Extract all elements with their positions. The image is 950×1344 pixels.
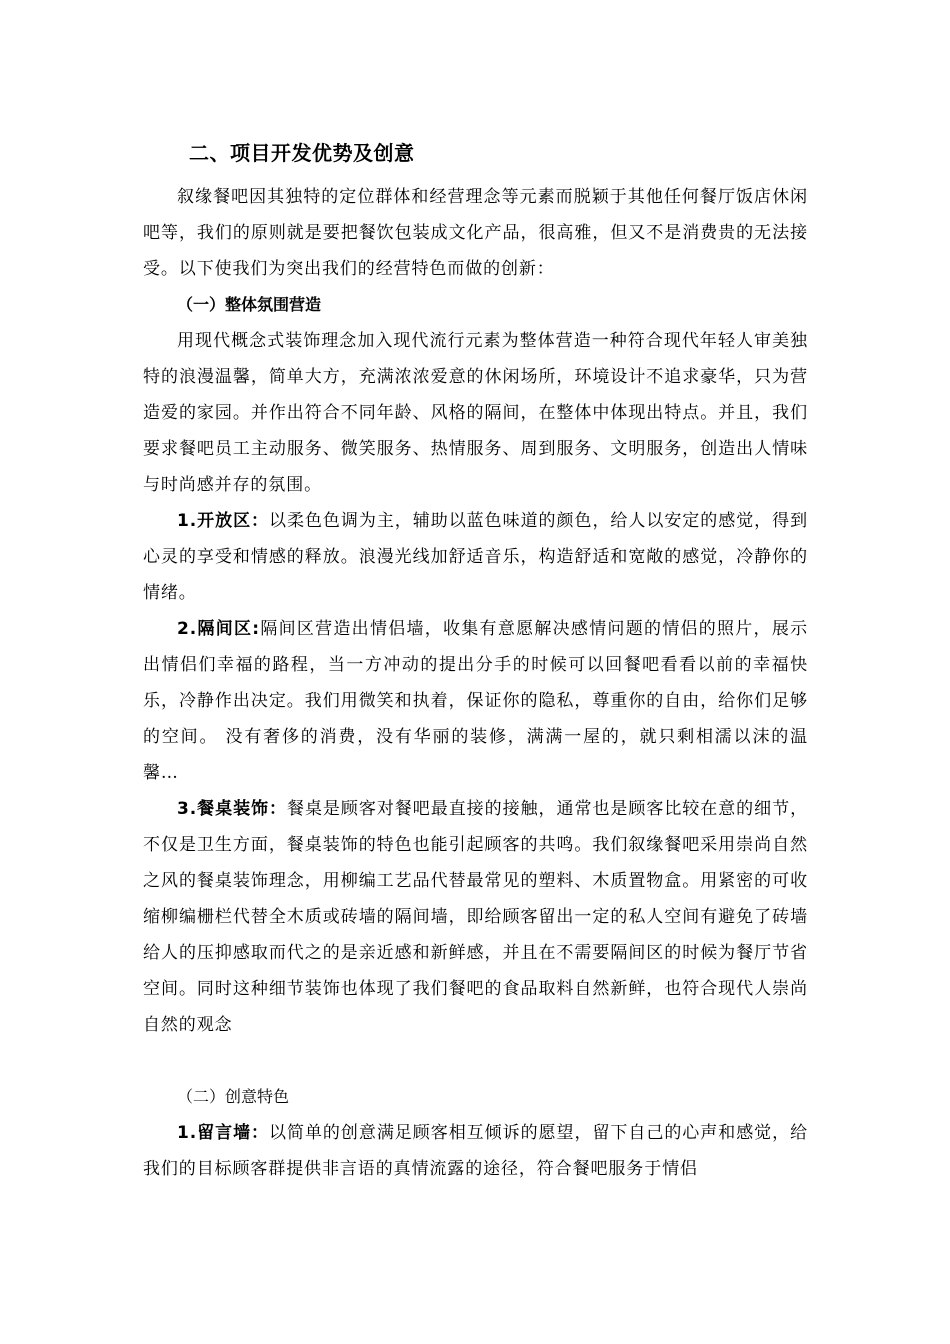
item-message-wall	[143, 1115, 808, 1187]
item-text: 以柔色色调为主，辅助以蓝色味道的颜色，给人以安定的感觉，得到心灵的享受和情感的释放。浪漫光线加舒适音乐，构造舒适和宽敞的感觉，冷静你的情绪。	[143, 511, 809, 603]
paragraph-spacer	[143, 1043, 808, 1079]
item-text: 以简单的创意满足顾客相互倾诉的愿望，留下自己的心声和感觉，给我们的目标顾客群提供非言语的真情流露的途径，符合餐吧服务于情侣	[143, 1123, 809, 1179]
item-open-area	[143, 503, 808, 611]
section-heading: 二、项目开发优势及创意	[189, 141, 415, 165]
atmosphere-paragraph: 用现代概念式装饰理念加入现代流行元素为整体营造一种符合现代年轻人审美独特的浪漫温馨，简单大方，充满浓浓爱意的休闲场所，环境设计不追求豪华，只为营造爱的家园。并作出符合不同年龄、风格的隔间，在整体中体现出特点。并且，我们要求餐吧员工主动服务、微笑服务、热情服务、周到服务、文明服务，创造出人情味与时尚感并存的氛围。	[143, 331, 808, 495]
item-text: 餐桌是顾客对餐吧最直接的接触，通常也是顾客比较在意的细节，不仅是卫生方面，餐桌装饰的特色也能引起顾客的共鸣。我们叙缘餐吧采用崇尚自然之风的餐桌装饰理念，用柳编工艺品代替最常见的塑料、木质置物盒。用紧密的可收缩柳编栅栏代替全木质或砖墙的隔间墙，即给顾客留出一定的私人空间有避免了砖墙给人的压抑感取而代之的是亲近感和新鲜感，并且在不需要隔间区的时候为餐厅节省空间。同时这种细节装饰也体现了我们餐吧的食品取料自然新鲜，也符合现代人崇尚自然的观念	[143, 799, 808, 1035]
item-label: 1.留言墙：	[177, 1123, 270, 1143]
item-text: 隔间区营造出情侣墙，收集有意愿解决感情问题的情侣的照片，展示出情侣们幸福的路程，当一方冲动的提出分手的时候可以回餐吧看看以前的幸福快乐，冷静作出决定。我们用微笑和执着，保证你的隐私，尊重你的自由，给你们足够的空间。 没有奢侈的消费，没有华丽的装修，满满一屋的，就只剩相濡以沫的温馨…	[143, 619, 808, 783]
subsection-title-creative: （二）创意特色	[177, 1087, 290, 1106]
item-label: 1.开放区：	[177, 511, 270, 531]
item-partition-area	[143, 611, 808, 791]
intro-paragraph: 叙缘餐吧因其独特的定位群体和经营理念等元素而脱颖于其他任何餐厅饭店休闲吧等，我们的原则就是要把餐饮包装成文化产品，很高雅，但又不是消费贵的无法接受。以下使我们为突出我们的经营特色而做的创新：	[143, 187, 808, 279]
subsection-title-atmosphere: （一）整体氛围营造	[177, 295, 322, 314]
item-label: 3.餐桌装饰：	[177, 799, 287, 819]
item-table-decoration	[143, 791, 808, 1043]
document-content	[143, 135, 808, 1187]
item-label: 2.隔间区:	[177, 619, 260, 639]
